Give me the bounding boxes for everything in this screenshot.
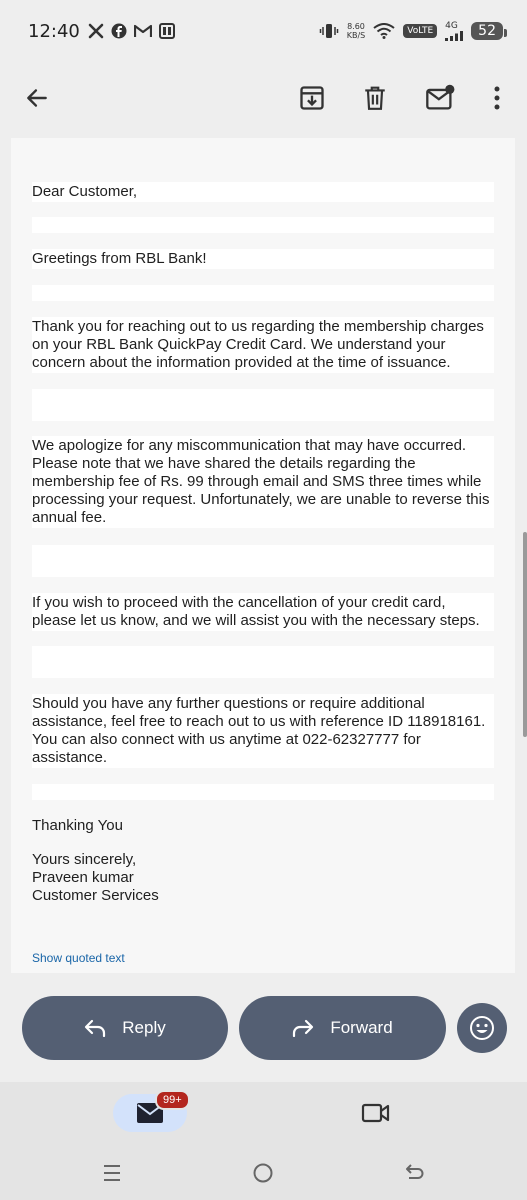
wifi-icon <box>373 23 395 39</box>
email-intro: Greetings from RBL Bank! <box>32 249 494 269</box>
blank-line <box>32 217 494 233</box>
paytm-icon <box>159 23 175 39</box>
forward-icon <box>292 1019 314 1037</box>
reply-icon <box>84 1019 106 1037</box>
scrollbar[interactable] <box>523 532 527 737</box>
delete-icon <box>362 84 388 112</box>
bottom-navigation <box>0 1082 527 1144</box>
email-paragraph: We apologize for any miscommunication that may have occurred. Please note that we have shared the details regarding the membership fee of Rs. 99 through email and SMS three times while processing your request. Unfortunately, we are unable to reverse this annual fee. <box>32 436 494 528</box>
volte-badge: VoLTE <box>403 24 437 38</box>
home-button[interactable] <box>248 1160 278 1186</box>
unread-count-badge: 99+ <box>155 1090 190 1110</box>
email-body <box>11 138 515 973</box>
video-camera-icon <box>361 1102 391 1124</box>
forward-button[interactable] <box>239 996 446 1060</box>
vibrate-icon <box>319 23 339 39</box>
blank-line <box>32 784 494 800</box>
net-speed <box>347 22 366 40</box>
archive-button[interactable] <box>290 76 334 120</box>
mark-unread-button[interactable] <box>418 76 462 120</box>
net-speed-value: 8.60 <box>347 22 365 31</box>
notification-icons <box>88 23 175 39</box>
blank-line <box>32 389 494 421</box>
signal-indicator <box>445 22 463 41</box>
tab-meet[interactable] <box>356 1094 396 1132</box>
reply-label: Reply <box>122 1018 166 1037</box>
status-time: 12:40 <box>28 20 80 42</box>
email-greeting: Dear Customer, <box>32 182 494 202</box>
email-signature: Yours sincerely, Praveen kumar Customer Services <box>32 851 159 904</box>
network-type: 4G <box>445 20 458 31</box>
back-arrow-icon <box>24 85 50 111</box>
home-icon <box>252 1162 274 1184</box>
archive-icon <box>298 84 326 112</box>
back-nav-icon <box>404 1163 426 1183</box>
email-toolbar <box>0 62 527 138</box>
recents-icon <box>102 1164 122 1182</box>
x-icon <box>88 23 104 39</box>
recents-button[interactable] <box>97 1160 127 1186</box>
more-options-button[interactable] <box>475 76 519 120</box>
signal-icon <box>445 31 463 41</box>
emoji-icon <box>469 1015 495 1041</box>
back-nav-button[interactable] <box>400 1160 430 1186</box>
delete-button[interactable] <box>353 76 397 120</box>
battery-indicator: 52 <box>471 22 503 40</box>
email-paragraph: If you wish to proceed with the cancellation of your credit card, please let us know, and we will assist you with the necessary steps. <box>32 593 494 631</box>
email-thanks: Thanking You <box>32 817 123 834</box>
show-quoted-text-link[interactable]: Show quoted text <box>32 951 125 965</box>
blank-line <box>32 545 494 577</box>
gmail-icon <box>134 24 152 38</box>
more-vert-icon <box>493 86 501 110</box>
status-bar <box>0 0 527 62</box>
blank-line <box>32 646 494 678</box>
facebook-icon <box>111 23 127 39</box>
blank-line <box>32 285 494 301</box>
reply-button[interactable] <box>22 996 228 1060</box>
email-paragraph: Thank you for reaching out to us regarding the membership charges on your RBL Bank QuickPay Credit Card. We understand your concern about the information provided at the time of issuance. <box>32 317 494 373</box>
net-speed-unit: KB/S <box>346 31 366 40</box>
mark-unread-icon <box>425 84 455 112</box>
emoji-reaction-button[interactable] <box>457 1003 507 1053</box>
forward-label: Forward <box>330 1018 393 1037</box>
back-button[interactable] <box>15 76 59 120</box>
system-navigation <box>0 1144 527 1200</box>
email-paragraph: Should you have any further questions or require additional assistance, feel free to reach out to us with reference ID 118918161. You can also connect with us anytime at 022-62327777 for assistance. <box>32 694 494 768</box>
